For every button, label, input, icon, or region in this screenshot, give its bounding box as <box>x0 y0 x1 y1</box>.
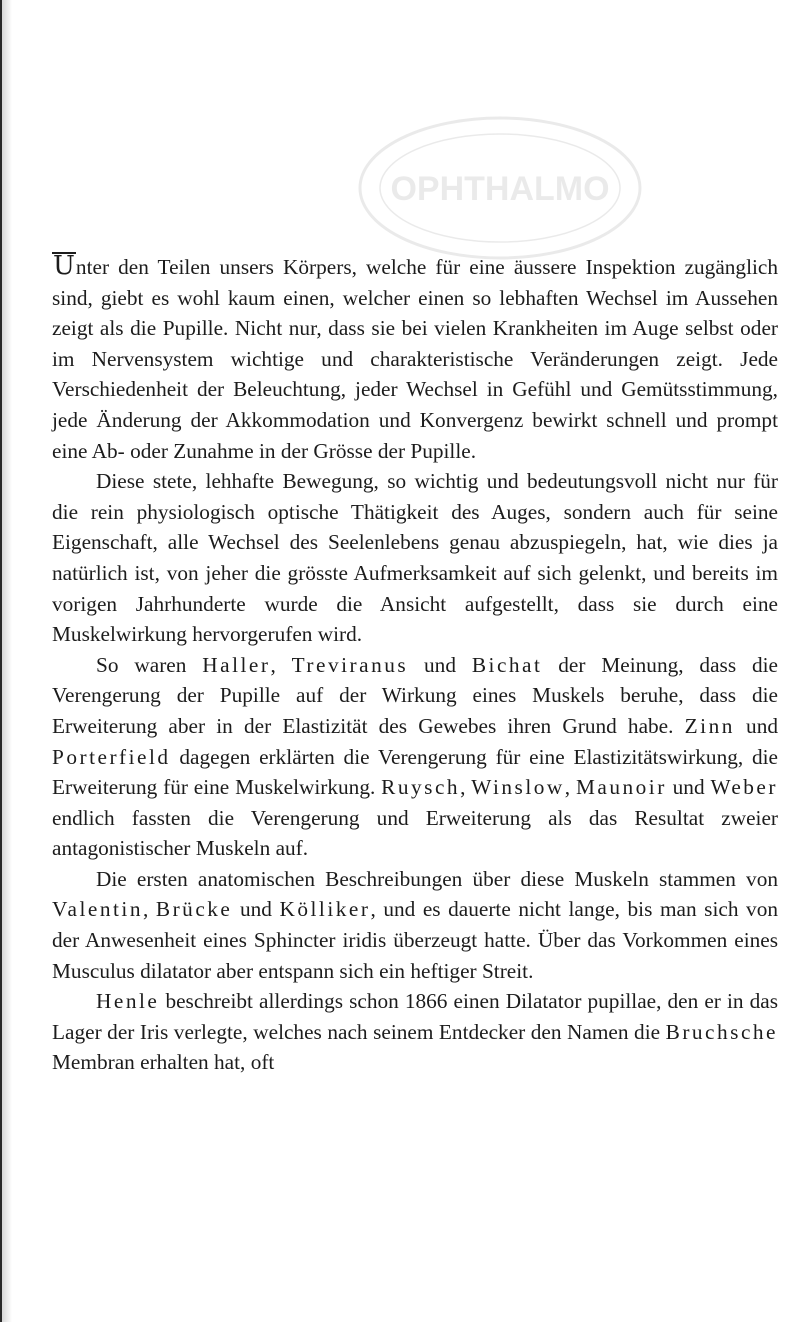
paragraph <box>52 466 778 650</box>
paragraph <box>52 986 778 1078</box>
text-run: endlich fassten die Verengerung und Erweiterung als das Resultat zweier antagonistischer Muskeln auf. <box>52 805 778 861</box>
text-run: Die ersten anatomischen Beschreibungen über diese Muskeln stammen von <box>96 866 778 891</box>
author-name: Henle <box>96 989 160 1014</box>
text-run: , <box>142 897 156 922</box>
author-name: Brücke <box>155 897 233 922</box>
author-name: Winslow <box>471 775 565 800</box>
text-run: der Meinung, dass die Verengerung der Pupille auf der Wirkung eines Muskels beruhe, dass die Erweiterung aber in der Elastizität des Gewebes ihren Grund habe. <box>52 652 778 738</box>
text-run: und <box>734 713 778 738</box>
author-name: Ruysch <box>381 775 461 800</box>
text-run: dagegen erklärten die Verengerung für eine Elastizitätswirkung, die Erweiterung für eine Muskelwirkung. <box>52 744 778 800</box>
author-name: Bichat <box>471 652 543 677</box>
author-name: Weber <box>710 775 778 800</box>
text-run: beschreibt allerdings schon 1866 einen Dilatator pupillae, den er in das Lager der Iris verlegte, welches nach seinem Entdecker den Namen die <box>52 989 778 1044</box>
paragraph <box>52 864 778 986</box>
text-run: Diese stete, lehhafte Bewegung, so wichtig und bedeutungsvoll nicht nur für die rein physiologisch optische Thätigkeit des Auges, sondern auch für seine Eigenschaft, alle Wechsel des Seelenlebens genau abzuspiegeln, hat, wie dies ja natürlich ist, von jeher die grösste Aufmerksamkeit auf sich gelenkt, und bereits im vorigen Jahrhunderte wurde die Ansicht aufgestellt, dass sie durch eine Muskelwirkung hervorgerufen wird. <box>52 469 778 647</box>
author-name: Kölliker <box>279 897 371 922</box>
drop-cap: U <box>53 251 75 281</box>
author-name: Porterfield <box>52 744 171 769</box>
author-name: Zinn <box>684 713 735 738</box>
text-run: , und es dauerte nicht lange, bis man sich von der Anwesenheit eines Sphincter iridis überzeugt hatte. Über das Vorkommen eines Musculus dilatator aber entspann sich ein heftiger Streit. <box>52 897 778 983</box>
text-run: , <box>270 652 292 677</box>
text-run: und <box>408 652 472 677</box>
text-run: und <box>232 897 280 922</box>
author-name: Haller <box>202 652 271 677</box>
text-run: und <box>666 775 711 800</box>
page-edge-shadow <box>2 0 12 1322</box>
library-stamp <box>350 108 650 268</box>
body-text <box>52 252 778 1078</box>
text-run: Membran erhalten hat, oft <box>52 1050 275 1075</box>
text-run: nter den Teilen unsers Körpers, welche für eine äussere Inspektion zugänglich sind, giebt es wohl kaum einen, welcher einen so lebhaften Wechsel im Aussehen zeigt als die Pupille. Nicht nur, dass sie bei vielen Krankheiten im Auge selbst oder im Nervensystem wichtige und charakteristische Veränderungen zeigt. Jede Verschiedenheit der Beleuchtung, jeder Wechsel in Gefühl und Gemütsstimmung, jede Änderung der Akkommodation und Konvergenz bewirkt schnell und prompt eine Ab- oder Zunahme in der Grösse der Pupille. <box>52 255 778 463</box>
author-name: Bruchsche <box>665 1019 778 1044</box>
text-run: So waren <box>96 652 203 677</box>
text-run: , <box>460 775 472 800</box>
paragraph <box>52 252 778 466</box>
author-name: Treviranus <box>291 652 409 677</box>
svg-text:OPHTHALMO: OPHTHALMO <box>390 170 610 208</box>
author-name: Valentin <box>52 897 143 922</box>
text-run: , <box>564 775 576 800</box>
author-name: Maunoir <box>575 775 667 800</box>
paragraph <box>52 650 778 864</box>
